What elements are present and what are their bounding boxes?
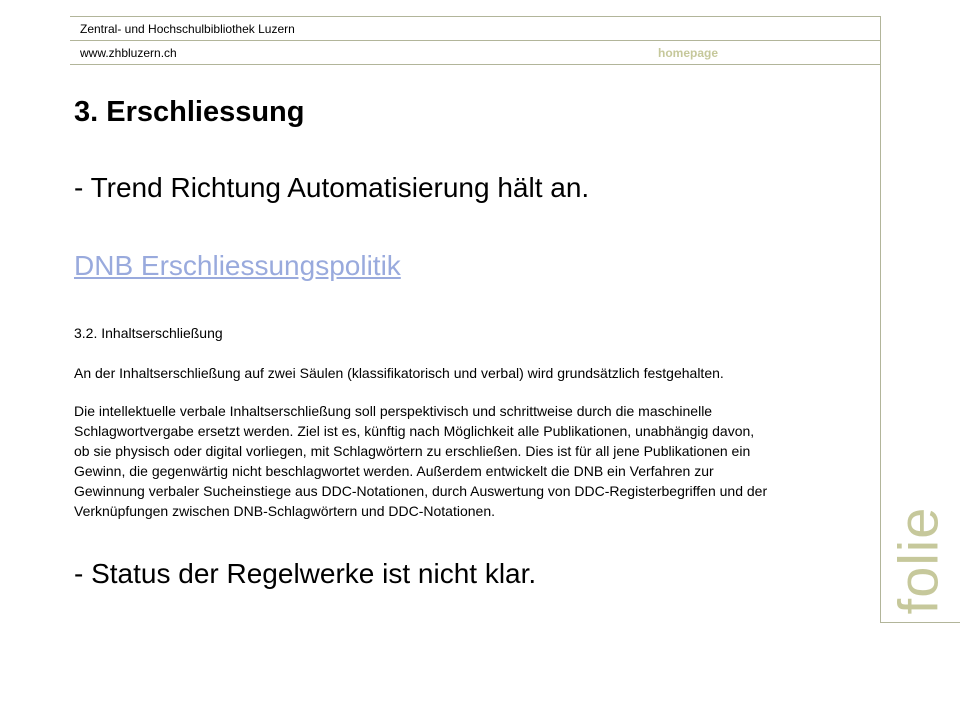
paragraph-line: Verknüpfungen zwischen DNB-Schlagwörtern und DDC-Notationen. — [74, 503, 495, 519]
homepage-link[interactable]: homepage — [658, 46, 719, 60]
folie-side-label — [878, 490, 958, 630]
paragraph-machine-indexing — [74, 401, 874, 521]
slide-title: 3. Erschliessung — [74, 96, 305, 128]
bullet-rules-status: - Status der Regelwerke ist nicht klar. — [74, 558, 537, 589]
institution-name: Zentral- und Hochschulbibliothek Luzern — [80, 22, 295, 36]
section-heading: 3.2. Inhaltserschließung — [74, 325, 223, 341]
paragraph-line: Schlagwortvergabe ersetzt werden. Ziel ist es, künftig nach Möglichkeit alle Publikationen, unabhängig davon, — [74, 423, 755, 439]
header-bottom-rule — [70, 64, 881, 65]
paragraph-line: ob sie physisch oder digital vorliegen, mit Schlagwörtern zu erschließen. Dies ist für all jene Publikationen ein — [74, 443, 751, 459]
website-url[interactable]: www.zhbluzern.ch — [80, 46, 177, 60]
paragraph-line: Die intellektuelle verbale Inhaltserschließung soll perspektivisch und schrittweise durch die maschinelle — [74, 403, 713, 419]
bullet-automation-trend: - Trend Richtung Automatisierung hält an. — [74, 172, 590, 203]
paragraph-line: Gewinn, die gegenwärtig nicht beschlagwortet werden. Außerdem entwickelt die DNB ein Verfahren zur — [74, 463, 714, 479]
header-middle-rule — [70, 40, 881, 41]
paragraph-two-pillars: An der Inhaltserschließung auf zwei Säulen (klassifikatorisch und verbal) wird grundsätzlich festgehalten. — [74, 365, 724, 381]
folie-label-text: folie — [886, 506, 950, 614]
dnb-policy-link[interactable]: DNB Erschliessungspolitik — [74, 250, 401, 281]
header-top-rule — [70, 16, 881, 17]
paragraph-line: Gewinnung verbaler Sucheinstiege aus DDC-Notationen, durch Auswertung von DDC-Registerbegriffen und der — [74, 483, 768, 499]
